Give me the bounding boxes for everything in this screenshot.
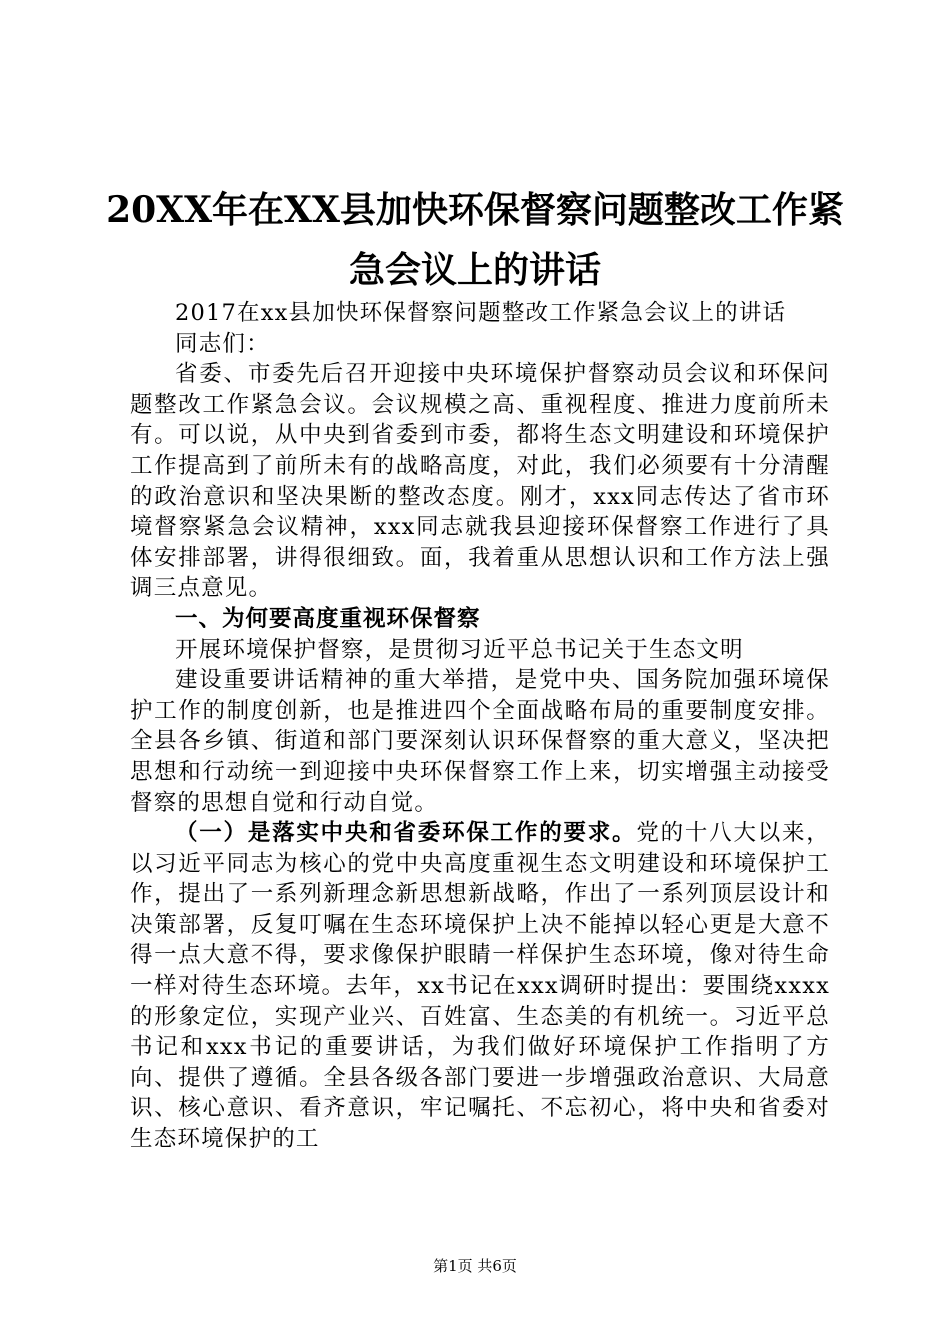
page-footer: 第1页 共6页	[433, 1257, 517, 1275]
document-title-line2: 急会议上的讲话	[348, 249, 601, 291]
section-heading-1: 一、为何要高度重视环保督察	[175, 605, 481, 632]
paragraph-section1-body: 建设重要讲话精神的重大举措，是党中央、国务院加强环境保护工作的制度创新，也是推进四个全面战略布局的重要制度安排。全县各乡镇、街道和部门要深刻认识环保督察的重大意义，坚决把思想和行动统一到迎接中央环保督察工作上来，切实增强主动接受督察的思想自觉和行动自觉。	[130, 667, 830, 816]
subsection-text-1: 党的十八大以来，以习近平同志为核心的党中央高度重视生态文明建设和环境保护工作，提出了一系列新理念新思想新战略，作出了一系列顶层设计和决策部署，反复叮嘱在生态环境保护上决不能掉以轻心更是大意不得一点大意不得，要求像保护眼睛一样保护生态环境，像对待生命一样对待生态环境。去年，xx书记在xxx调研时提出：要围绕xxxx的形象定位，实现产业兴、百姓富、生态美的有机统一。习近平总书记和xxx书记的重要讲话，为我们做好环境保护工作指明了方向、提供了遵循。全县各级各部门要进一步增强政治意识、大局意识、核心意识、看齐意识，牢记嘱托、不忘初心，将中央和省委对生态环境保护的工	[130, 820, 830, 1153]
paragraph-salutation: 同志们：	[175, 330, 270, 357]
document-title-line1: 20XX年在XX县加快环保督察问题整改工作紧	[106, 189, 844, 231]
document-body	[130, 298, 830, 1155]
subsection-heading-1: （一）是落实中央和省委环保工作的要求。	[175, 820, 637, 847]
paragraph-subsection-1	[130, 818, 830, 1155]
paragraph-subtitle: 2017在xx县加快环保督察问题整改工作紧急会议上的讲话	[175, 300, 787, 326]
paragraph-section1-lead: 开展环境保护督察，是贯彻习近平总书记关于生态文明	[175, 636, 744, 663]
paragraph-intro: 省委、市委先后召开迎接中央环境保护督察动员会议和环保问题整改工作紧急会议。会议规模之高、重视程度、推进力度前所未有。可以说，从中央到省委到市委，都将生态文明建设和环境保护工作提高到了前所未有的战略高度，对此，我们必须要有十分清醒的政治意识和坚决果断的整改态度。刚才，xxx同志传达了省市环境督察紧急会议精神，xxx同志就我县迎接环保督察工作进行了具体安排部署，讲得很细致。面，我着重从思想认识和工作方法上强调三点意见。	[130, 361, 830, 602]
